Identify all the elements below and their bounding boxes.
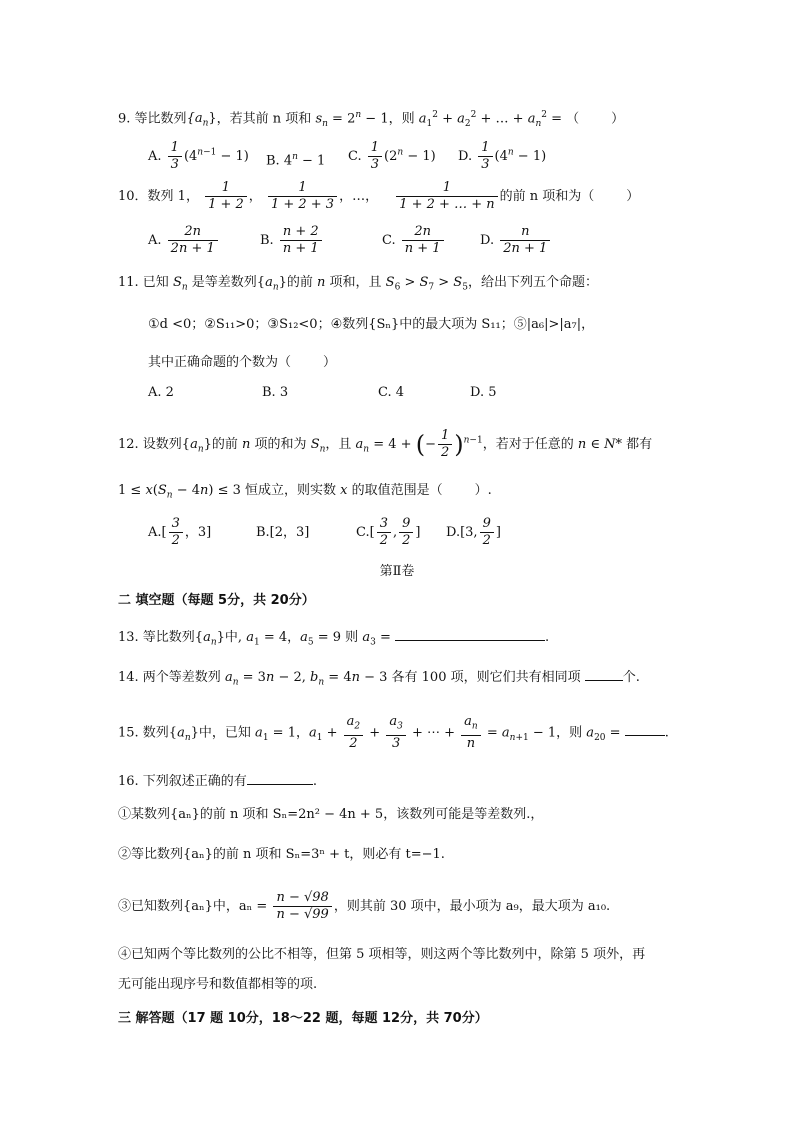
- q10-option-d: D. $\frac{n}{2n + 1}$: [480, 224, 552, 257]
- fraction: $\frac{9}{2}$: [399, 516, 413, 549]
- q16-statement-3: ③已知数列{aₙ}中，aₙ = $\frac{n - √98}{n - √99}$ ，则其前 30 项中，最小项为 a₉，最大项为 a₁₀.: [118, 890, 611, 922]
- fraction: $\frac{2n}{n + 1}$: [402, 224, 444, 257]
- fraction: $\frac{1}{1 + 2 + \dots + n}$: [396, 180, 497, 213]
- q12-option-a: A.[ $\frac{3}{2}$ ，3]: [148, 516, 212, 548]
- answer-blank[interactable]: [625, 723, 665, 736]
- fraction: $\frac{1}{3}$: [478, 140, 492, 173]
- fraction: $\frac{3}{2}$: [169, 516, 183, 549]
- q11-option-d: D. 5: [470, 385, 497, 400]
- q12-stem: 12. 设数列$\{a_n\}$的前 n 项的和为 $S_n$，且 $a_n = 4$ + (− $\frac{1}{2}$ )$^{n-1}$，若对于任意的 n ∈ N* 都有: [118, 428, 653, 460]
- q11-propositions: ①d <0；②S₁₁>0；③S₁₂<0；④数列{Sₙ}中的最大项为 S₁₁；⑤|a₆|>|a₇|，: [148, 317, 595, 332]
- q16: 16. 下列叙述正确的有 .: [118, 774, 317, 789]
- fraction: $\frac{a_2}{2}$: [344, 714, 364, 752]
- q10-option-c: C. $\frac{2n}{n + 1}$: [382, 224, 446, 257]
- fraction: $\frac{1}{3}$: [368, 140, 382, 173]
- q10-stem: 10．数列 1， $\frac{1}{1 + 2}$ ， $\frac{1}{1 + 2 + 3}$ ，…， $\frac{1}{1 + 2 + \dots + n}$ 的前 n 项和为（ ）: [118, 180, 640, 212]
- q9-option-a: A. $\frac{1}{3}$ $(4^{n-1} - 1)$: [148, 140, 249, 172]
- fraction: $\frac{9}{2}$: [480, 516, 494, 549]
- fraction: $\frac{1}{1 + 2}$: [205, 180, 247, 213]
- fraction: $\frac{2n}{2n + 1}$: [168, 224, 218, 257]
- q12-option-c: C.[ $\frac{3}{2}$ , $\frac{9}{2}$ ]: [356, 516, 421, 548]
- q15: 15. 数列$\{a_n\}$中，已知 $a_1 = 1$，$a_1$ + $\frac{a_2}{2}$ + $\frac{a_3}{3}$ + ⋯ + $\frac{a_n}{n}$ = $a_{n+1} - 1$，则 $a_{20}$ = .: [118, 714, 669, 751]
- volume-title: 第Ⅱ卷: [379, 564, 415, 579]
- q11-option-a: A. 2: [148, 385, 174, 400]
- answer-blank[interactable]: [395, 628, 545, 641]
- fraction: $\frac{n - √98}{n - √99}$: [273, 890, 331, 923]
- q11-option-c: C. 4: [378, 385, 405, 400]
- q11-stem: 11. 已知 $S_n$ 是等差数列$\{a_n\}$的前 n 项和，且 $S_6 > S_7 > S_5$，给出下列五个命题：: [118, 275, 598, 293]
- q16-statement-4b: 无可能出现序号和数值都相等的项.: [118, 977, 318, 992]
- q12-option-b: B.[2，3]: [256, 525, 310, 540]
- fraction: $\frac{3}{2}$: [377, 516, 391, 549]
- fraction: $\frac{n}{2n + 1}$: [500, 224, 550, 257]
- q16-statement-4a: ④已知两个等比数列的公比不相等，但第 5 项相等，则这两个等比数列中，除第 5 项外，再: [118, 947, 646, 962]
- q11-option-b: B. 3: [262, 385, 289, 400]
- q9-option-d: D. $\frac{1}{3}$ $(4^n - 1)$: [458, 140, 547, 172]
- q12-line2: $1 \le x(S_n - 4n) \le 3$ 恒成立，则实数 x 的取值范围是（ ）.: [118, 483, 492, 501]
- q14: 14. 两个等差数列 $a_n = 3n - 2$, $b_n = 4n - 3$ 各有 100 项，则它们共有相同项 个.: [118, 670, 640, 688]
- fraction: $\frac{a_3}{3}$: [386, 714, 406, 752]
- fraction: $\frac{1}{1 + 2 + 3}$: [268, 180, 337, 213]
- section-heading-fill: 二 填空题（每题 5分，共 20分）: [118, 593, 315, 608]
- fraction: $\frac{a_n}{n}$: [461, 714, 481, 752]
- fraction: $\frac{1}{2}$: [438, 428, 452, 461]
- section-heading-answer: 三 解答题（17 题 10分，18～22 题，每题 12分，共 70分）: [118, 1011, 488, 1026]
- q12-option-d: D.[3, $\frac{9}{2}$ ]: [446, 516, 501, 548]
- answer-blank[interactable]: [585, 668, 623, 681]
- q11-ask: 其中正确命题的个数为（ ）: [148, 355, 337, 370]
- q10-option-a: A. $\frac{2n}{2n + 1}$: [148, 224, 220, 257]
- fraction: $\frac{n + 2}{n + 1}$: [280, 224, 322, 257]
- q10-option-b: B. $\frac{n + 2}{n + 1}$: [260, 224, 324, 257]
- q9-option-b: B. $4^n - 1$: [266, 152, 326, 169]
- q16-statement-2: ②等比数列{aₙ}的前 n 项和 Sₙ=3ⁿ + t，则必有 t=−1.: [118, 847, 445, 862]
- fraction: $\frac{1}{3}$: [168, 140, 182, 173]
- answer-blank[interactable]: [247, 772, 313, 785]
- q9-stem: 9. 等比数列$\{a_n\}$，若其前 n 项和 $s_n = 2^n - 1$，则 $a_1^2 + a_2^2$ + … + $a_n^2$ = （ ）: [118, 110, 625, 129]
- q9-option-c: C. $\frac{1}{3}$ $(2^n - 1)$: [348, 140, 436, 172]
- q16-statement-1: ①某数列{aₙ}的前 n 项和 Sₙ=2n² − 4n + 5，该数列可能是等差数列.，: [118, 807, 544, 822]
- q13: 13. 等比数列$\{a_n\}$中, $a_1 = 4$，$a_5 = 9$ 则 $a_3$ = .: [118, 630, 550, 648]
